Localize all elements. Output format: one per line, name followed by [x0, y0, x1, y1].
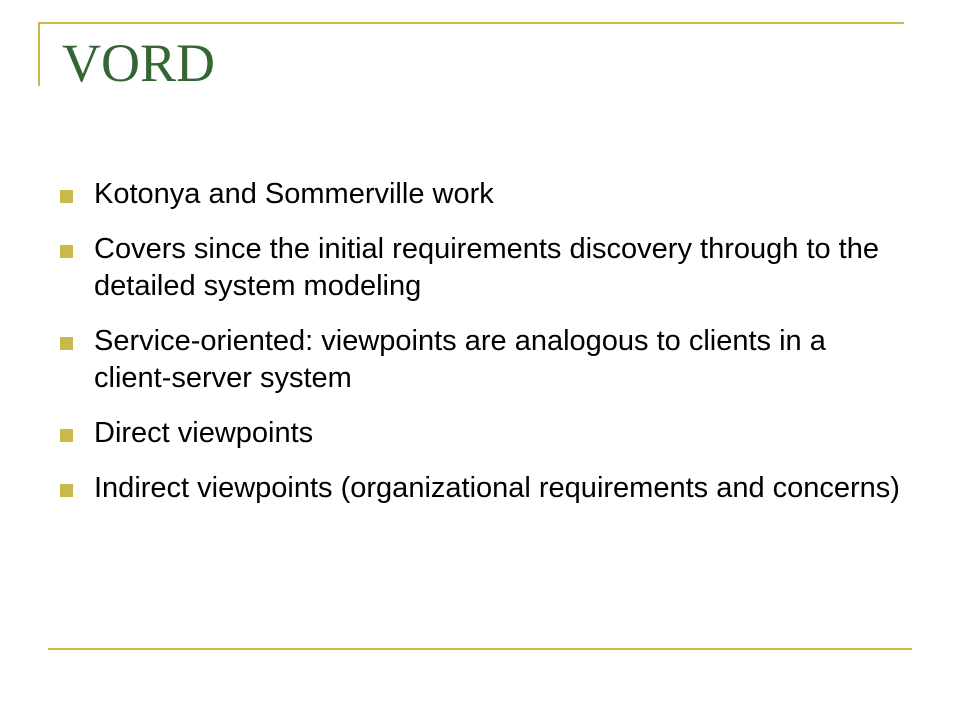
square-bullet-icon	[60, 190, 73, 203]
bullet-item	[60, 323, 900, 397]
bullet-text: Indirect viewpoints (organizational requirements and concerns)	[94, 472, 900, 504]
bullet-text: Direct viewpoints	[94, 417, 314, 449]
bullet-text: Kotonya and Sommerville work	[94, 178, 494, 210]
square-bullet-icon	[60, 484, 73, 497]
square-bullet-icon	[60, 245, 73, 258]
bullet-item	[60, 176, 900, 213]
top-rule	[40, 22, 904, 24]
slide-title: VORD	[62, 33, 216, 93]
left-rule	[38, 22, 40, 86]
square-bullet-icon	[60, 429, 73, 442]
bullet-item	[60, 470, 900, 507]
bullet-text: Covers since the initial requirements discovery through to the detailed system modeling	[94, 233, 879, 302]
bullet-text: Service-oriented: viewpoints are analogous to clients in a client-server system	[94, 325, 826, 394]
bullet-item	[60, 231, 900, 305]
bottom-rule	[48, 648, 912, 650]
square-bullet-icon	[60, 337, 73, 350]
bullet-list	[60, 176, 900, 525]
bullet-item	[60, 415, 900, 452]
